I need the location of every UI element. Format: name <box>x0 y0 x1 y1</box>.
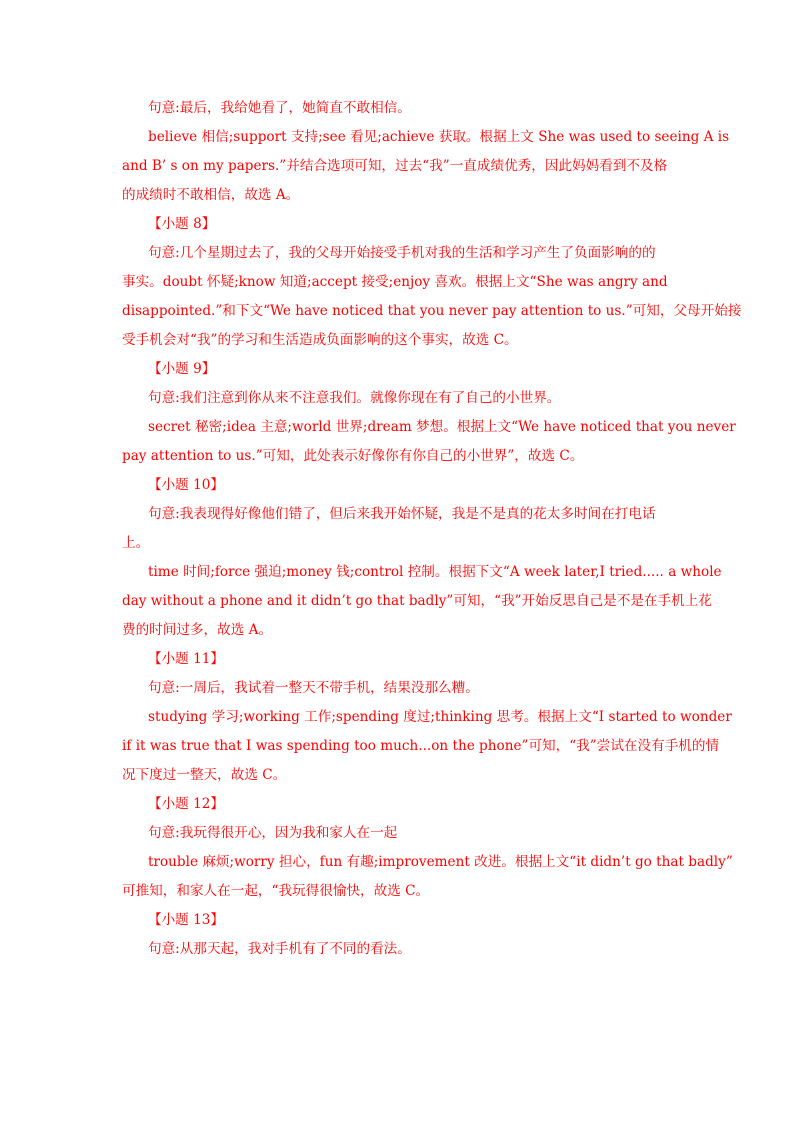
text-line: believe 相信;support 支持;see 看见;achieve 获取。根据上文 She was used to seeing A is <box>148 129 730 145</box>
text-line: disappointed.”和下文“We have noticed that you never pay attention to us.”可知，父母开始接 <box>122 303 742 319</box>
text-line: time 时间;force 强迫;money 钱;control 控制。根据下文“A week later,I tried..... a whole <box>148 564 722 580</box>
text-line: 上。 <box>122 535 150 551</box>
text-line: if it was true that I was spending too much...on the phone”可知，“我”尝试在没有手机的情 <box>122 738 720 754</box>
text-line: 事实。doubt 怀疑;know 知道;accept 接受;enjoy 喜欢。根据上文“She was angry and <box>122 274 668 290</box>
text-line: day without a phone and it didn’t go that badly”可知，“我”开始反思自己是不是在手机上花 <box>122 593 712 609</box>
text-line: 受手机会对“我”的学习和生活造成负面影响的这个事实，故选 C。 <box>122 332 518 348</box>
answer-explanation-text <box>122 94 742 964</box>
text-line: 句意:几个星期过去了，我的父母开始接受手机对我的生活和学习产生了负面影响的的 <box>148 245 656 261</box>
text-line: pay attention to us.”可知，此处表示好像你有你自己的小世界”，故选 C。 <box>122 448 584 464</box>
text-line: secret 秘密;idea 主意;world 世界;dream 梦想。根据上文“We have noticed that you never <box>148 419 736 435</box>
text-line: 句意:我表现得好像他们错了，但后来我开始怀疑，我是不是真的花太多时间在打电话 <box>148 506 656 522</box>
question-heading: 【小题 10】 <box>148 477 224 493</box>
question-heading: 【小题 12】 <box>148 796 224 812</box>
text-line: and B’ s on my papers.”并结合选项可知，过去“我”一直成绩优秀，因此妈妈看到不及格 <box>122 158 668 174</box>
text-line: 句意:一周后，我试着一整天不带手机，结果没那么糟。 <box>148 680 479 696</box>
text-line: 可推知，和家人在一起，“我玩得很愉快，故选 C。 <box>122 883 430 899</box>
text-line: 句意:最后，我给她看了，她简直不敢相信。 <box>148 100 411 116</box>
text-line: 的成绩时不敢相信，故选 A。 <box>122 187 300 203</box>
text-line: trouble 麻烦;worry 担心，fun 有趣;improvement 改进。根据上文“it didn’t go that badly” <box>148 854 733 870</box>
text-line: 句意:我们注意到你从来不注意我们。就像你现在有了自己的小世界。 <box>148 390 561 406</box>
text-line: 句意:我玩得很开心，因为我和家人在一起 <box>148 825 398 841</box>
question-heading: 【小题 8】 <box>148 216 216 232</box>
text-line: 况下度过一整天，故选 C。 <box>122 767 287 783</box>
question-heading: 【小题 13】 <box>148 912 224 928</box>
question-heading: 【小题 11】 <box>148 651 224 667</box>
text-line: 句意:从那天起，我对手机有了不同的看法。 <box>148 941 411 957</box>
text-line: studying 学习;working 工作;spending 度过;thinking 思考。根据上文“I started to wonder <box>148 709 732 725</box>
text-line: 费的时间过多，故选 A。 <box>122 622 273 638</box>
question-heading: 【小题 9】 <box>148 361 216 377</box>
